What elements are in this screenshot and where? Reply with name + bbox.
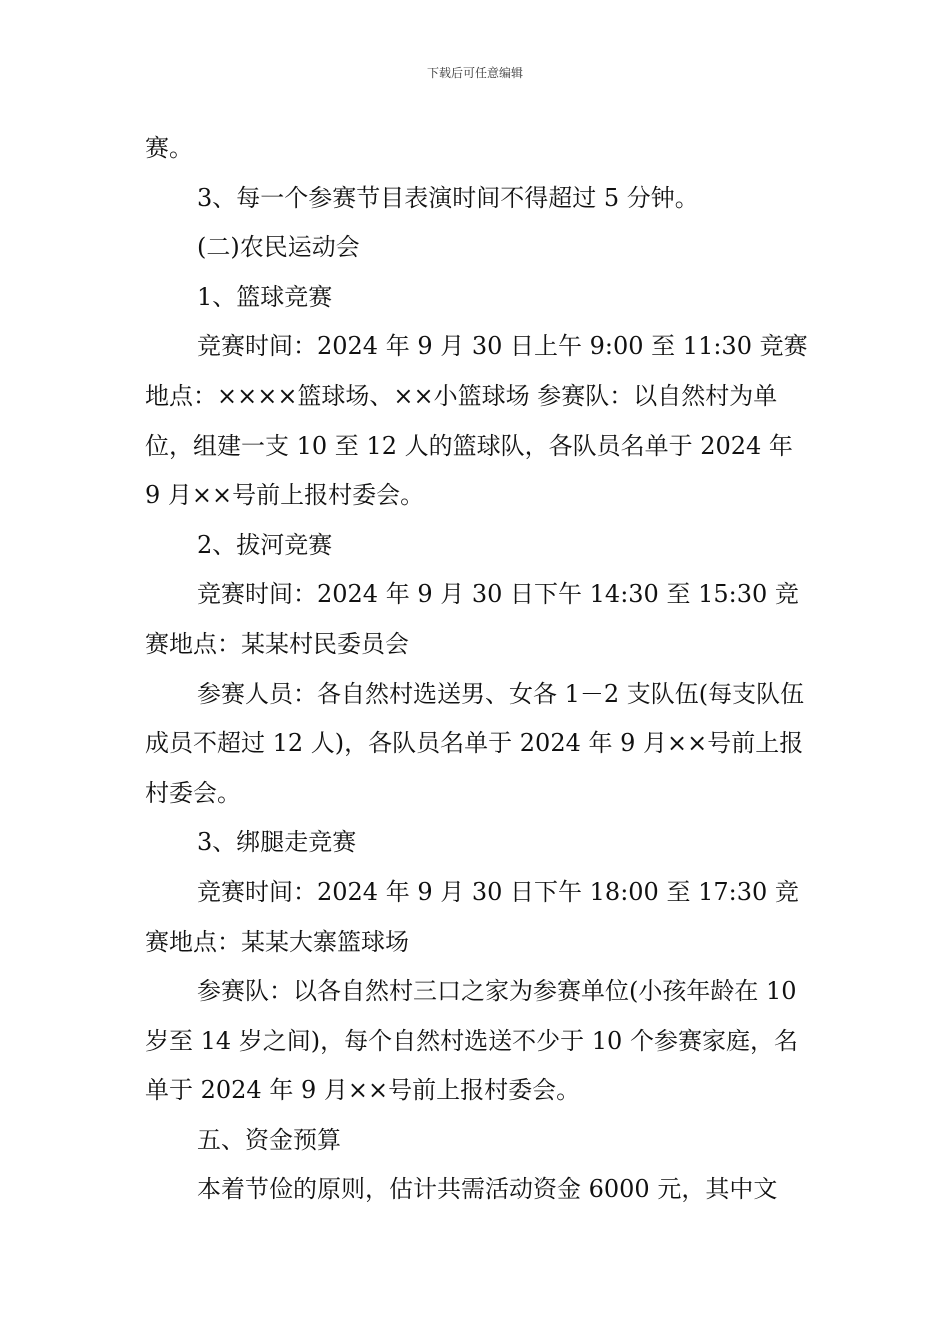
heading-three-legged-race: 3、绑腿走竞赛 — [197, 828, 357, 857]
paragraph-three-legged-time: 竞赛时间：2024 年 9 月 30 日下午 18:00 至 17:30 竞赛地点：某某大寨篮球场 — [145, 877, 799, 956]
section-heading-sports-meet: (二)农民运动会 — [197, 233, 360, 262]
heading-basketball: 1、篮球竞赛 — [197, 282, 333, 311]
paragraph-basketball-details: 竞赛时间：2024 年 9 月 30 日上午 9:00 至 11:30 竞赛地点：××××篮球场、××小篮球场 参赛队：以自然村为单位，组建一支 10 至 12 人的篮球队，各队员名单于 2024 年 9 月××号前上报村委会。 — [145, 332, 808, 510]
paragraph-continuation: 赛。 — [145, 134, 193, 162]
paragraph-budget: 本着节俭的原则，估计共需活动资金 6000 元，其中文 — [197, 1175, 778, 1204]
page-header: 下载后可任意编辑 — [426, 66, 523, 80]
paragraph-rule-3: 3、每一个参赛节目表演时间不得超过 5 分钟。 — [197, 183, 699, 212]
document-body — [145, 124, 810, 1215]
heading-tug-of-war: 2、拔河竞赛 — [197, 530, 333, 559]
paragraph-three-legged-participants: 参赛队：以各自然村三口之家为参赛单位(小孩年龄在 10 岁至 14 岁之间)，每个自然村选送不少于 10 个参赛家庭，名单于 2024 年 9 月××号前上报村委会。 — [145, 977, 798, 1105]
paragraph-tug-of-war-participants: 参赛人员：各自然村选送男、女各 1－2 支队伍(每支队伍成员不超过 12 人)，各队员名单于 2024 年 9 月××号前上报村委会。 — [145, 679, 805, 807]
section-heading-budget: 五、资金预算 — [197, 1125, 341, 1154]
paragraph-tug-of-war-time: 竞赛时间：2024 年 9 月 30 日下午 14:30 至 15:30 竞赛地点：某某村民委员会 — [145, 580, 799, 658]
